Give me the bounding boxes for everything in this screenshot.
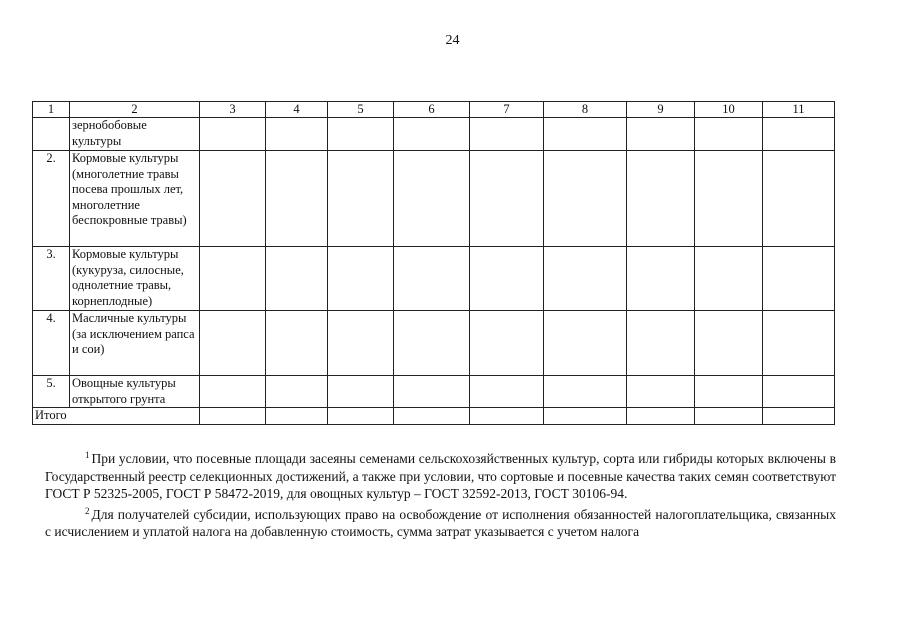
crop-name: Кормовые культуры (кукуруза, силосные, однолетние травы, корнеплодные) (70, 247, 200, 311)
footnotes (45, 447, 836, 541)
footnote-1 (45, 447, 836, 503)
table-row (33, 247, 835, 311)
column-header: 2 (70, 102, 200, 118)
crop-name: зернобобовые культуры (70, 118, 200, 151)
row-number: 3. (33, 247, 70, 311)
column-header: 5 (328, 102, 394, 118)
footnote-text: Для получателей субсидии, использующих право на освобождение от исполнения обязанностей налогоплательщика, связанных с исчислением и уплатой налога на добавленную стоимость, сумма затрат указывается с учетом налога (45, 506, 836, 539)
footnote-text: При условии, что посевные площади засеяны семенами сельскохозяйственных культур, сорта или гибриды которых включены в Государственный реестр селекционных достижений, а также при условии, что сортовые и посевные качества таких семян соответствуют ГОСТ Р 52325-2005, ГОСТ Р 58472-2019, для овощных культур – ГОСТ 32592-2013, ГОСТ 30106-94. (45, 451, 836, 501)
page-number: 24 (445, 33, 460, 48)
footnote-2 (45, 503, 836, 541)
table-row (33, 311, 835, 376)
total-label: Итого (33, 408, 200, 425)
column-header: 6 (394, 102, 470, 118)
table-row (33, 151, 835, 247)
table-row (33, 376, 835, 408)
row-number: 4. (33, 311, 70, 376)
column-header: 7 (470, 102, 544, 118)
crop-name: Кормовые культуры (многолетние травы посева прошлых лет, многолетние беспокровные травы) (70, 151, 200, 247)
table-row (33, 118, 835, 151)
column-header: 8 (544, 102, 627, 118)
column-header: 11 (763, 102, 835, 118)
row-number: 5. (33, 376, 70, 408)
column-header: 1 (33, 102, 70, 118)
footnote-mark: 1 (85, 450, 90, 460)
table-total-row (33, 408, 835, 425)
row-number: 2. (33, 151, 70, 247)
column-header: 3 (200, 102, 266, 118)
crop-table (32, 101, 835, 425)
crop-name: Масличные культуры (за исключением рапса и сои) (70, 311, 200, 376)
crop-name: Овощные культуры открытого грунта (70, 376, 200, 408)
row-number (33, 118, 70, 151)
column-header: 9 (627, 102, 695, 118)
table-header-row (33, 102, 835, 118)
column-header: 10 (695, 102, 763, 118)
footnote-mark: 2 (85, 505, 90, 516)
column-header: 4 (266, 102, 328, 118)
